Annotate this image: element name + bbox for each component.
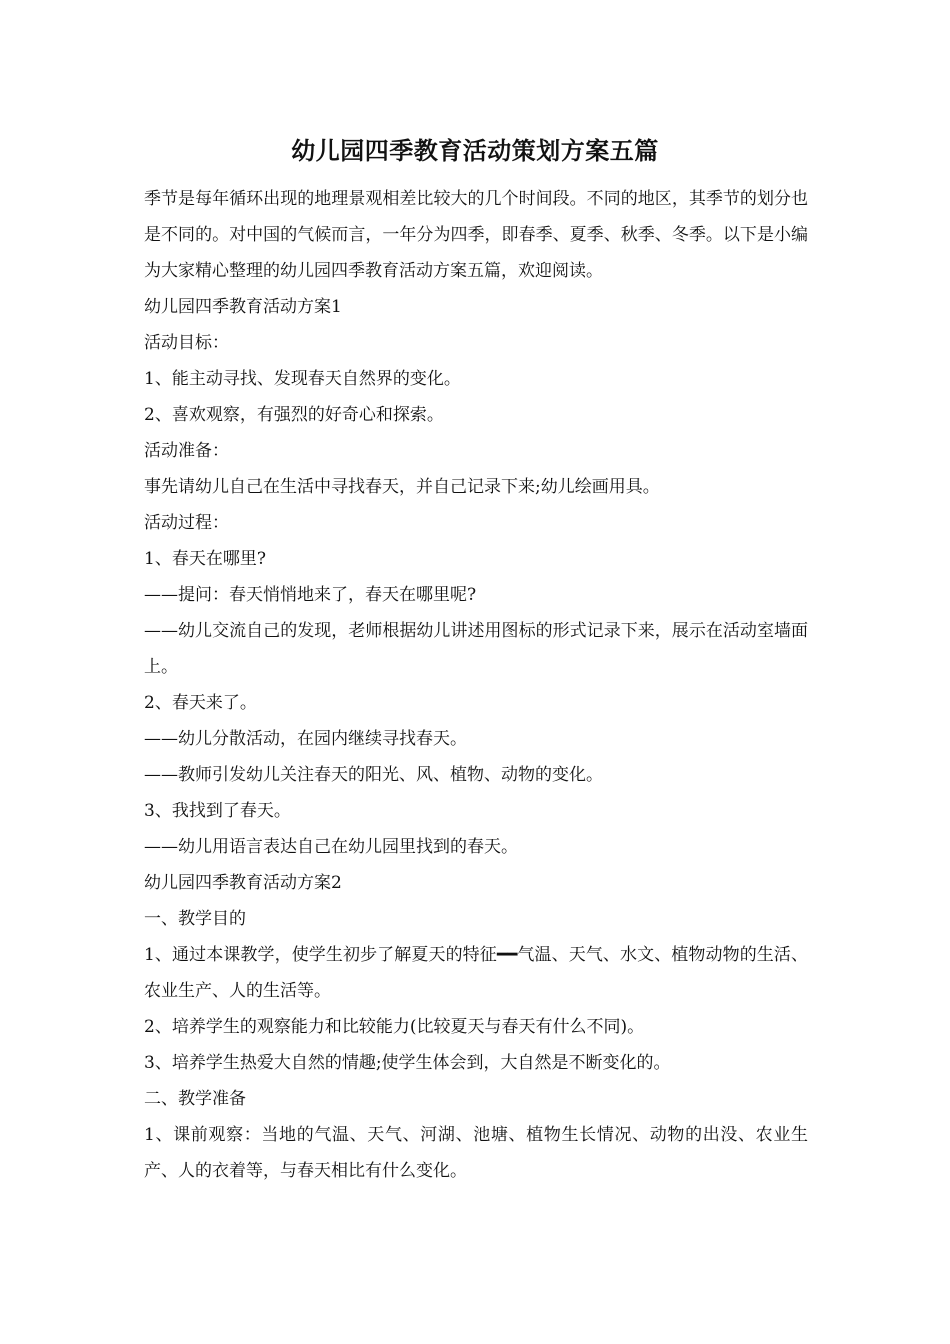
- list-item: 3、我找到了春天。: [144, 801, 291, 821]
- subheading-activity-process: 活动过程：: [144, 513, 229, 533]
- list-item: 2、春天来了。: [144, 693, 257, 713]
- section-heading-plan-1: 幼儿园四季教育活动方案1: [144, 297, 342, 317]
- list-item: 1、课前观察：当地的气温、天气、河湖、池塘、植物生长情况、动物的出没、农业生产、人的衣着等，与春天相比有什么变化。: [144, 1125, 808, 1181]
- list-item: 1、通过本课教学，使学生初步了解夏天的特征━━气温、天气、水文、植物动物的生活、农业生产、人的生活等。: [144, 945, 808, 1001]
- list-item: ——幼儿交流自己的发现，老师根据幼儿讲述用图标的形式记录下来，展示在活动室墙面上。: [144, 621, 808, 677]
- list-item: 2、喜欢观察，有强烈的好奇心和探索。: [144, 405, 444, 425]
- subheading-teaching-preparation: 二、教学准备: [144, 1089, 246, 1109]
- list-item: ——幼儿用语言表达自己在幼儿园里找到的春天。: [144, 837, 518, 857]
- list-item: 3、培养学生热爱大自然的情趣;使学生体会到，大自然是不断变化的。: [144, 1053, 671, 1073]
- section-heading-plan-2: 幼儿园四季教育活动方案2: [144, 873, 342, 893]
- list-item: ——教师引发幼儿关注春天的阳光、风、植物、动物的变化。: [144, 765, 603, 785]
- list-item: 1、春天在哪里?: [144, 549, 266, 569]
- list-item: ——提问：春天悄悄地来了，春天在哪里呢?: [144, 585, 477, 605]
- list-item: ——幼儿分散活动，在园内继续寻找春天。: [144, 729, 467, 749]
- list-item: 1、能主动寻找、发现春天自然界的变化。: [144, 369, 461, 389]
- document-body: [144, 181, 808, 1189]
- list-item: 2、培养学生的观察能力和比较能力(比较夏天与春天有什么不同)。: [144, 1017, 645, 1037]
- paragraph: 事先请幼儿自己在生活中寻找春天，并自己记录下来;幼儿绘画用具。: [144, 477, 660, 497]
- subheading-teaching-objectives: 一、教学目的: [144, 909, 246, 929]
- subheading-activity-preparation: 活动准备：: [144, 441, 229, 461]
- subheading-activity-goals: 活动目标：: [144, 333, 229, 353]
- intro-paragraph: 季节是每年循环出现的地理景观相差比较大的几个时间段。不同的地区，其季节的划分也是不同的。对中国的气候而言，一年分为四季，即春季、夏季、秋季、冬季。以下是小编为大家精心整理的幼儿园四季教育活动方案五篇，欢迎阅读。: [144, 189, 808, 281]
- document-title: 幼儿园四季教育活动策划方案五篇: [291, 136, 659, 165]
